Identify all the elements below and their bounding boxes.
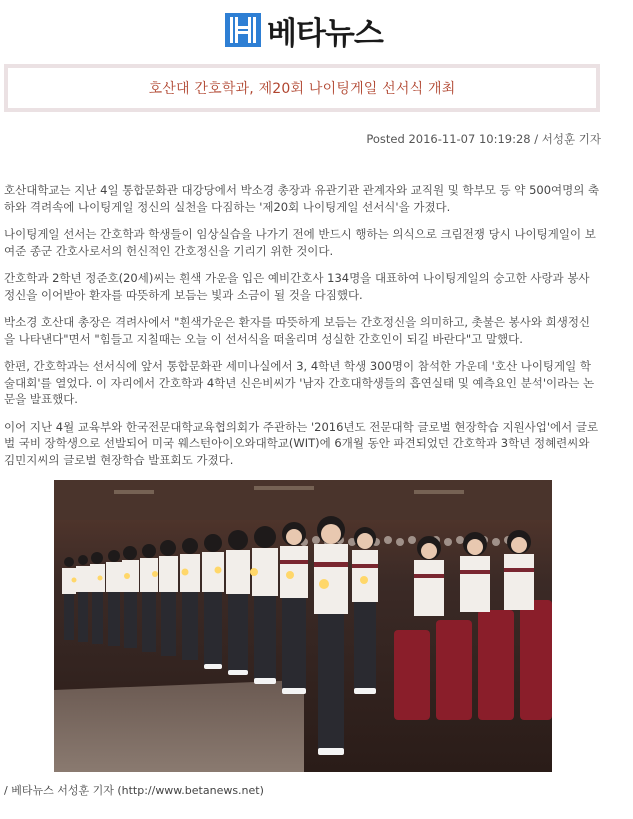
- article-photo: [54, 480, 552, 772]
- photo-caption: / 베타뉴스 서성훈 기자 (http://www.betanews.net): [4, 784, 264, 797]
- article-body: [4, 182, 600, 479]
- site-logo[interactable]: [225, 12, 383, 52]
- betanews-h-logo-icon: [225, 13, 261, 47]
- article-paragraph: 나이팅게일 선서는 간호학과 학생들이 임상실습을 나가기 전에 반드시 행하는 의식으로 크림전쟁 당시 나이팅게일이 보여준 종군 간호사로서의 헌신적인 간호정신을 기리기 위한 것이다.: [4, 227, 596, 258]
- site-name: 베타뉴스: [267, 15, 383, 52]
- posted-info: Posted 2016-11-07 10:19:28 / 서성훈 기자: [366, 132, 601, 146]
- article-paragraph: 박소경 호산대 총장은 격려사에서 "흰색가운은 환자를 따뜻하게 보듬는 간호정신을 의미하고, 촛불은 봉사와 희생정신을 나타낸다"면서 "힘들고 지칠때는 오늘 이 선서식을 떠올리며 성실한 간호인이 되길 바란다"고 말했다.: [4, 315, 591, 346]
- ceremony-photo-illustration: [54, 480, 552, 772]
- article-paragraph: 호산대학교는 지난 4일 통합문화관 대강당에서 박소경 총장과 유관기관 관계자와 교직원 및 학부모 등 약 500여명의 축하와 격려속에 나이팅게일 정신의 실천을 다짐하는 '제20회 나이팅게일 선서식'을 가졌다.: [4, 183, 600, 214]
- article-paragraph: 한편, 간호학과는 선서식에 앞서 통합문화관 세미나실에서 3, 4학년 학생 300명이 참석한 가운데 '호산 나이팅게일 학술대회'를 열었다. 이 자리에서 간호학과 4학년 신은비씨가 '남자 간호대학생들의 흡연실태 및 예측요인 분석'이라는 논문을 발표했다.: [4, 359, 595, 406]
- article-title: 호산대 간호학과, 제20회 나이팅게일 선서식 개최: [148, 81, 456, 97]
- article-title-box: [4, 64, 600, 112]
- article-paragraph: 이어 지난 4월 교육부와 한국전문대학교육협의회가 주관하는 '2016년도 전문대학 글로벌 현장학습 지원사업'에서 글로벌 국비 장학생으로 선발되어 미국 웨스턴아이오와대학교(WIT)에 6개월 동안 파견되었던 간호학과 3학년 정혜련씨와 김민지씨의 글로벌 현장학습 발표회도 가졌다.: [4, 419, 599, 467]
- article-paragraph: 간호학과 2학년 정준호(20세)씨는 흰색 가운을 입은 예비간호사 134명을 대표하여 나이팅게일의 숭고한 사랑과 봉사정신을 이어받아 환자를 따뜻하게 보듬는 빛과 소금이 될 것을 다짐했다.: [4, 271, 590, 302]
